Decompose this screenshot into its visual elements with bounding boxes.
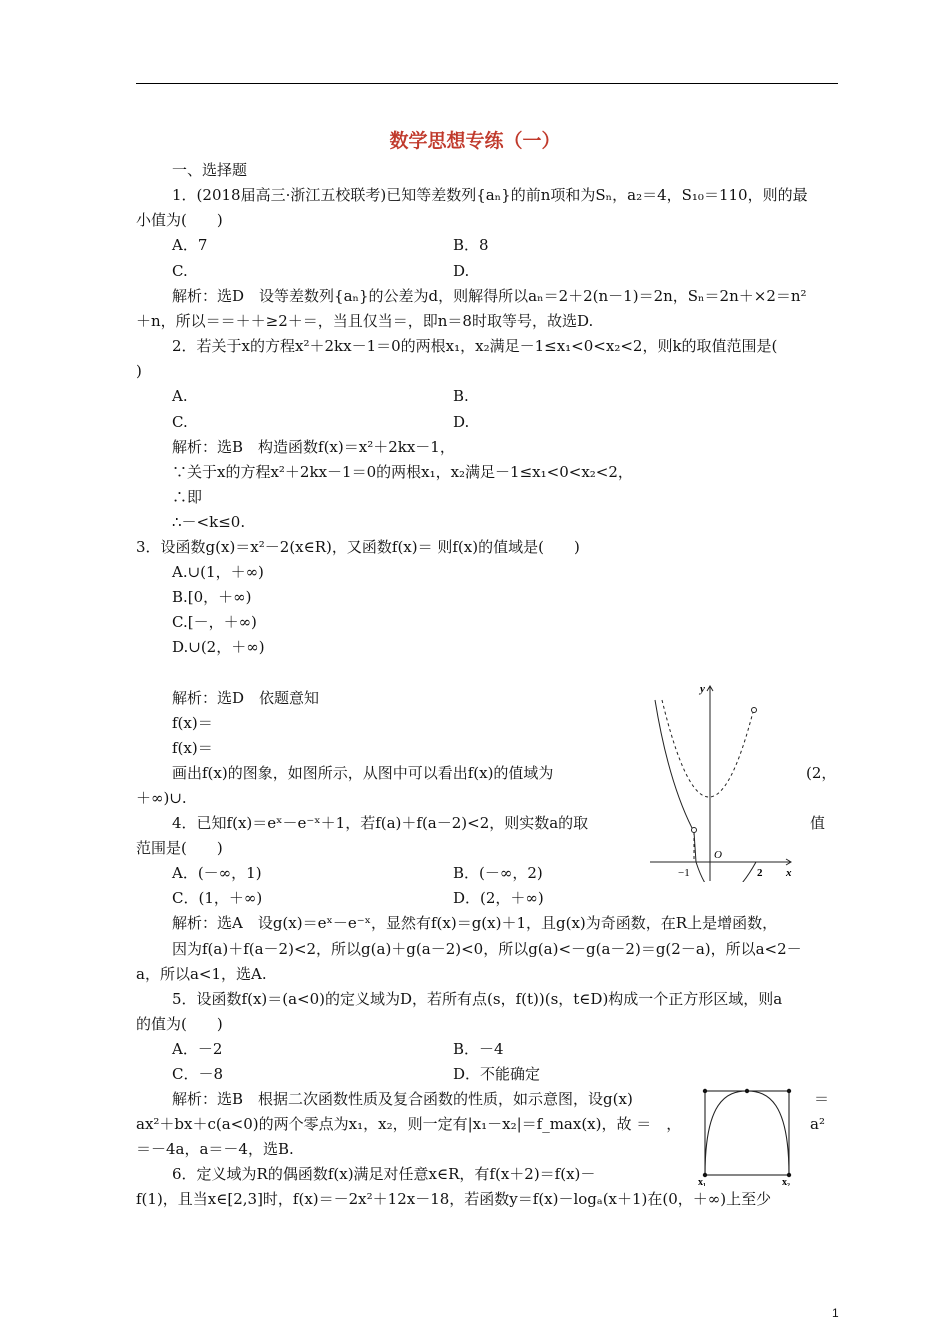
text-line: 6．定义域为R的偶函数f(x)满足对任意x∈R，有f(x＋2)＝f(x)－ [172,1165,596,1183]
text-line: (2， [806,764,837,782]
text-line: 小值为( ) [136,211,223,229]
text-line: 3．设函数g(x)＝x²－2(x∈R)，又函数f(x)＝ 则f(x)的值域是( ) [136,538,580,556]
text-line: A．－2 [172,1040,223,1058]
text-line: ＝－4a，a＝－4，选B. [136,1140,294,1158]
origin-label: O [714,849,722,861]
function-graph-figure [648,680,796,882]
text-line: C.[－，＋∞) [172,613,257,631]
square-outline [705,1091,789,1175]
text-line: B．－4 [453,1040,504,1058]
page-number: 1 [832,1306,839,1320]
text-line: A．7 [172,236,208,254]
text-line: 解析：选B 构造函数f(x)＝x²＋2kx－1， [172,438,455,456]
text-line: ＋∞)∪. [136,789,187,807]
text-line: C．(1，＋∞) [172,889,263,907]
text-line: D．不能确定 [453,1065,541,1083]
text-line: B. [453,387,469,405]
text-line: A.∪(1，＋∞) [172,563,264,581]
text-line: a，所以a<1，选A. [136,965,267,983]
text-line: B．8 [453,236,489,254]
open-point-mid [692,828,697,833]
text-line: 的值为( ) [136,1015,223,1033]
text-line: A．(－∞，1) [172,864,262,882]
x-axis-label: x [786,867,792,879]
text-line: C. [172,262,188,280]
curve-dashed-parabola [662,700,754,797]
open-point-top [752,708,757,713]
text-line: D．(2，＋∞) [453,889,544,907]
text-line: D. [453,413,470,431]
arch-curve [705,1091,789,1175]
text-line: C．－8 [172,1065,224,1083]
text-line: D. [453,262,470,280]
text-line: 5．设函数f(x)＝(a<0)的定义域为D，若所有点(s，f(t))(s，t∈D)构成一个正方形区域，则a [172,990,783,1008]
text-line: 解析：选D 依题意知 [172,689,320,707]
text-line: f(1)，且当x∈[2,3]时，f(x)＝－2x²＋12x－18，若函数y＝f(x)－logₐ(x＋1)在(0，＋∞)上至少 [136,1190,772,1208]
text-line: 因为f(a)＋f(a－2)<2，所以g(a)＋g(a－2)<0，所以g(a)<－g(a－2)＝g(2－a)，所以a<2－ [172,940,802,958]
header-rule [136,83,838,84]
curve-left-branch [655,700,694,832]
text-line: 解析：选B 根据二次函数性质及复合函数的性质，如示意图，设g(x) [172,1090,633,1108]
text-line: 范围是( ) [136,839,223,857]
text-line: f(x)＝ [172,739,213,757]
vertex-point [745,1089,749,1093]
curve-lower-parabola [694,832,756,882]
square-region-figure [696,1082,800,1186]
text-line: ax²＋bx＋c(a<0)的两个零点为x₁，x₂，则一定有|x₁－x₂|＝f_max(x)，故 ＝ ， [136,1115,682,1133]
text-line: ∴即 [172,488,203,506]
text-line: 值 [810,814,826,832]
x2-label: x₂ [782,1177,790,1186]
text-line: C. [172,413,188,431]
text-line: 一、选择题 [172,161,248,179]
text-line: 4．已知f(x)＝eˣ－e⁻ˣ＋1，若f(a)＋f(a－2)<2，则实数a的取 [172,814,589,832]
text-line: B．(－∞，2) [453,864,543,882]
text-line: ＝ [814,1090,830,1108]
x1-label: x₁ [698,1177,706,1186]
text-line: 解析：选A 设g(x)＝eˣ－e⁻ˣ，显然有f(x)＝g(x)＋1，且g(x)为奇函数，在R上是增函数， [172,914,778,932]
page-title: 数学思想专练（一） [389,130,561,152]
text-line: 2．若关于x的方程x²＋2kx－1＝0的两根x₁，x₂满足－1≤x₁<0<x₂<2，则k的取值范围是( [172,337,778,355]
text-line: D.∪(2，＋∞) [172,638,265,656]
text-line: a² [810,1115,825,1133]
tick-label-2: 2 [757,867,763,879]
text-line: 画出f(x)的图象，如图所示，从图中可以看出f(x)的值域为 [172,764,554,782]
text-line: ∴－<k≤0. [172,513,246,531]
text-line: B.[0，＋∞) [172,588,252,606]
y-axis-label: y [700,683,705,695]
corner-point [703,1089,707,1093]
text-line: A. [172,387,188,405]
text-line: ) [136,362,142,380]
text-line: f(x)＝ [172,714,213,732]
corner-point [787,1089,791,1093]
text-line: 1．(2018届高三·浙江五校联考)已知等差数列{aₙ}的前n项和为Sₙ，a₂＝4，S₁₀＝110，则的最 [172,186,808,204]
text-line: ＋n，所以＝＝＋＋≥2＋＝，当且仅当＝，即n＝8时取等号，故选D. [136,312,594,330]
tick-label-neg1: −1 [678,867,690,879]
text-line: 解析：选D 设等差数列{aₙ}的公差为d，则解得所以aₙ＝2＋2(n－1)＝2n，Sₙ＝2n＋×2＝n² [172,287,807,305]
text-line: ∵关于x的方程x²＋2kx－1＝0的两根x₁，x₂满足－1≤x₁<0<x₂<2， [172,463,633,481]
